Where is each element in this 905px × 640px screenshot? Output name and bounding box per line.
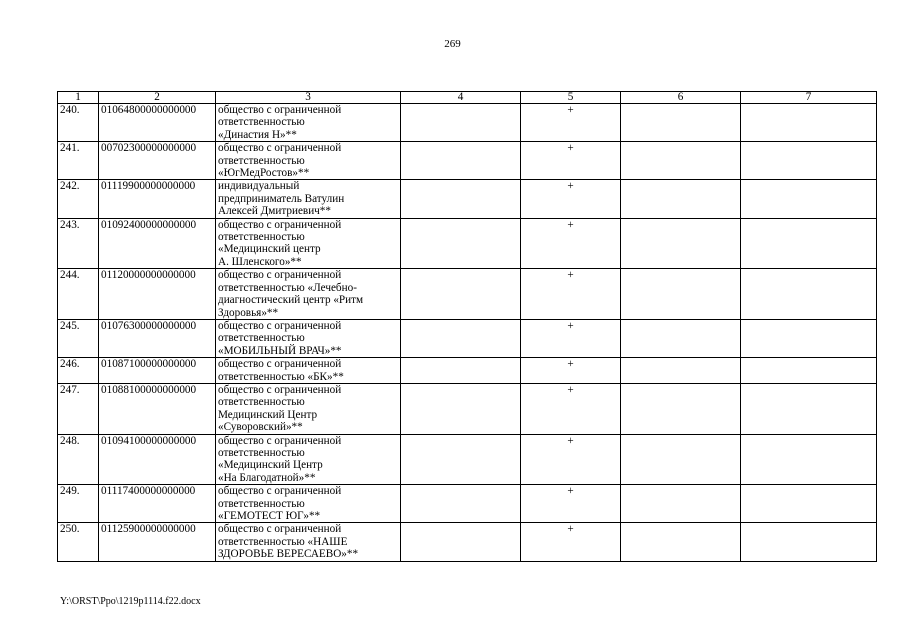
- organization-name-text: индивидуальный предприниматель Ватулин Алексей Дмитриевич**: [218, 180, 345, 218]
- page-number: 269: [444, 38, 461, 50]
- column-6-cell: [621, 142, 741, 180]
- column-6-cell: [621, 218, 741, 269]
- row-number-text: 250.: [60, 523, 80, 536]
- column-4-cell: [401, 383, 521, 434]
- column-4-cell: [401, 434, 521, 485]
- table-row: [58, 523, 877, 561]
- column-5-mark-text: +: [567, 319, 574, 332]
- row-number-cell: [58, 180, 99, 218]
- row-number-text: 249.: [60, 485, 80, 498]
- column-7-cell: [741, 180, 877, 218]
- table-row: [58, 319, 877, 357]
- organization-name-cell: [216, 218, 401, 269]
- registry-code-text: 01117400000000000: [101, 485, 196, 498]
- column-6-cell: [621, 485, 741, 523]
- organization-name-cell: [216, 142, 401, 180]
- column-7-cell: [741, 434, 877, 485]
- organization-name-cell: [216, 180, 401, 218]
- registry-code-text: 01087100000000000: [101, 358, 197, 371]
- organization-name-text: общество с ограниченной ответственностью «ГЕМОТЕСТ ЮГ»**: [218, 485, 342, 522]
- column-5-mark-text: +: [567, 434, 574, 447]
- row-number-text: 240.: [60, 104, 80, 116]
- column-header: 6: [621, 92, 741, 104]
- registry-code-text: 00702300000000000: [101, 142, 197, 155]
- table-row: [58, 142, 877, 180]
- table-row: [58, 434, 877, 485]
- column-header: 7: [741, 92, 877, 104]
- organization-name-cell: [216, 383, 401, 434]
- column-7-cell: [741, 269, 877, 320]
- column-5-mark-text: +: [567, 358, 574, 371]
- column-4-cell: [401, 358, 521, 384]
- column-5-mark-text: +: [567, 383, 574, 396]
- table-row: [58, 485, 877, 523]
- row-number-cell: [58, 485, 99, 523]
- file-path: Y:\ORST\Ppo\1219p1114.f22.docx: [60, 596, 201, 607]
- column-header: 3: [216, 92, 401, 104]
- column-6-cell: [621, 523, 741, 561]
- registry-code-cell: [99, 358, 216, 384]
- row-number-cell: [58, 358, 99, 384]
- registry-code-cell: [99, 218, 216, 269]
- column-7-cell: [741, 218, 877, 269]
- table-row: [58, 180, 877, 218]
- table-row: [58, 358, 877, 384]
- organization-name-cell: [216, 104, 401, 142]
- column-7-cell: [741, 485, 877, 523]
- row-number-text: 247.: [60, 383, 80, 396]
- column-4-cell: [401, 485, 521, 523]
- column-5-mark-text: +: [567, 218, 574, 231]
- register-table: [57, 91, 877, 562]
- organization-name-cell: [216, 485, 401, 523]
- organization-name-cell: [216, 319, 401, 357]
- column-6-cell: [621, 383, 741, 434]
- column-header: 4: [401, 92, 521, 104]
- registry-code-text: 01064800000000000: [101, 104, 197, 116]
- column-7-cell: [741, 523, 877, 561]
- column-6-cell: [621, 180, 741, 218]
- registry-code-cell: [99, 434, 216, 485]
- row-number-cell: [58, 523, 99, 561]
- organization-name-text: общество с ограниченной ответственностью «МОБИЛЬНЫЙ ВРАЧ»**: [218, 319, 342, 357]
- column-5-mark-cell: [521, 180, 621, 218]
- column-7-cell: [741, 319, 877, 357]
- column-5-mark-text: +: [567, 104, 574, 116]
- row-number-text: 242.: [60, 180, 80, 193]
- header-row: [58, 92, 877, 104]
- organization-name-cell: [216, 269, 401, 320]
- column-header: 2: [99, 92, 216, 104]
- column-header: 1: [58, 92, 99, 104]
- table-row: [58, 104, 877, 142]
- row-number-cell: [58, 104, 99, 142]
- column-4-cell: [401, 523, 521, 561]
- column-5-mark-text: +: [567, 485, 574, 498]
- registry-code-cell: [99, 523, 216, 561]
- organization-name-text: общество с ограниченной ответственностью «Династия Н»**: [218, 104, 342, 141]
- organization-name-text: общество с ограниченной ответственностью Медицинский Центр «Суворовский»**: [218, 383, 342, 434]
- column-7-cell: [741, 142, 877, 180]
- column-5-mark-cell: [521, 485, 621, 523]
- column-4-cell: [401, 104, 521, 142]
- organization-name-text: общество с ограниченной ответственностью «ЮгМедРостов»**: [218, 142, 342, 180]
- column-5-mark-text: +: [567, 523, 574, 536]
- row-number-text: 243.: [60, 218, 80, 231]
- registry-code-cell: [99, 104, 216, 142]
- registry-code-text: 01088100000000000: [101, 383, 197, 396]
- table-row: [58, 269, 877, 320]
- registry-code-text: 01125900000000000: [101, 523, 196, 536]
- column-7-cell: [741, 383, 877, 434]
- registry-code-text: 01119900000000000: [101, 180, 196, 193]
- column-5-mark-cell: [521, 142, 621, 180]
- registry-code-cell: [99, 142, 216, 180]
- registry-code-cell: [99, 269, 216, 320]
- column-6-cell: [621, 319, 741, 357]
- column-5-mark-text: +: [567, 142, 574, 155]
- row-number-text: 246.: [60, 358, 80, 371]
- organization-name-cell: [216, 358, 401, 384]
- column-5-mark-cell: [521, 434, 621, 485]
- column-4-cell: [401, 269, 521, 320]
- registry-code-cell: [99, 180, 216, 218]
- row-number-cell: [58, 142, 99, 180]
- registry-code-cell: [99, 383, 216, 434]
- column-5-mark-text: +: [567, 180, 574, 193]
- column-7-cell: [741, 104, 877, 142]
- registry-code-text: 01092400000000000: [101, 218, 197, 231]
- row-number-text: 241.: [60, 142, 80, 155]
- column-4-cell: [401, 180, 521, 218]
- column-4-cell: [401, 319, 521, 357]
- row-number-text: 244.: [60, 269, 80, 282]
- column-header: 5: [521, 92, 621, 104]
- column-7-cell: [741, 358, 877, 384]
- column-5-mark-cell: [521, 358, 621, 384]
- organization-name-cell: [216, 434, 401, 485]
- organization-name-text: общество с ограниченной ответственностью «Лечебно- диагностический центр «Ритм Здоровья»**: [218, 269, 364, 319]
- row-number-text: 245.: [60, 319, 80, 332]
- row-number-cell: [58, 434, 99, 485]
- organization-name-text: общество с ограниченной ответственностью «БК»**: [218, 358, 344, 383]
- column-5-mark-cell: [521, 383, 621, 434]
- column-5-mark-cell: [521, 269, 621, 320]
- column-5-mark-cell: [521, 523, 621, 561]
- column-5-mark-cell: [521, 319, 621, 357]
- column-6-cell: [621, 269, 741, 320]
- organization-name-cell: [216, 523, 401, 561]
- table-row: [58, 383, 877, 434]
- registry-code-cell: [99, 485, 216, 523]
- row-number-cell: [58, 218, 99, 269]
- column-6-cell: [621, 434, 741, 485]
- registry-code-text: 01076300000000000: [101, 319, 197, 332]
- column-5-mark-text: +: [567, 269, 574, 282]
- organization-name-text: общество с ограниченной ответственностью «Медицинский центр А. Шленского»**: [218, 218, 342, 268]
- table-row: [58, 218, 877, 269]
- column-5-mark-cell: [521, 104, 621, 142]
- column-6-cell: [621, 358, 741, 384]
- organization-name-text: общество с ограниченной ответственностью «НАШЕ ЗДОРОВЬЕ ВЕРЕСАЕВО»**: [218, 523, 359, 561]
- row-number-text: 248.: [60, 434, 80, 447]
- column-6-cell: [621, 104, 741, 142]
- row-number-cell: [58, 269, 99, 320]
- registry-code-text: 01120000000000000: [101, 269, 196, 282]
- registry-code-cell: [99, 319, 216, 357]
- column-4-cell: [401, 142, 521, 180]
- column-4-cell: [401, 218, 521, 269]
- row-number-cell: [58, 383, 99, 434]
- row-number-cell: [58, 319, 99, 357]
- column-5-mark-cell: [521, 218, 621, 269]
- registry-code-text: 01094100000000000: [101, 434, 197, 447]
- organization-name-text: общество с ограниченной ответственностью «Медицинский Центр «На Благодатной»**: [218, 434, 342, 484]
